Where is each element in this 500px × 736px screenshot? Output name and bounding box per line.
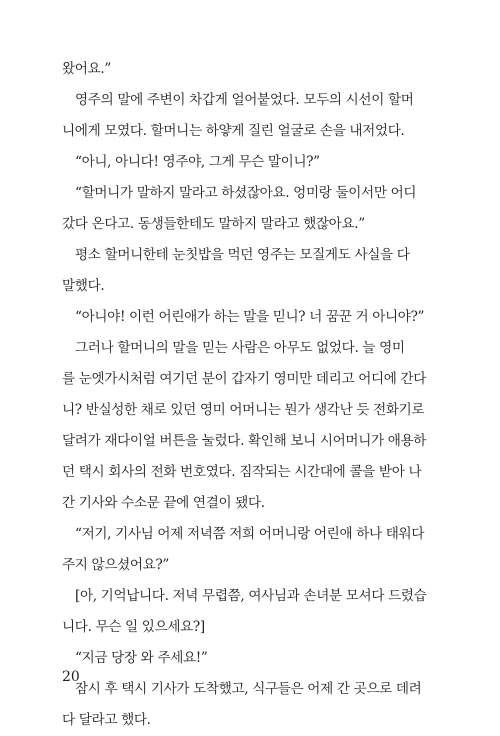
text-line: 말했다.	[62, 278, 105, 294]
text-line: 영주의 말에 주변이 차갑게 얼어붙었다. 모두의 시선이 할머	[75, 92, 414, 108]
body-text	[62, 54, 442, 736]
page-number: 20	[62, 669, 80, 685]
text-line: 던 택시 회사의 전화 번호였다. 짐작되는 시간대에 콜을 받아 나	[62, 464, 422, 480]
text-line: 니? 반실성한 채로 있던 영미 어머니는 뭔가 생각난 듯 전화기로	[62, 402, 425, 418]
text-line: 주지 않으셨어요?”	[62, 557, 169, 573]
text-line: 달려가 재다이얼 버튼을 눌렀다. 확인해 보니 시어머니가 애용하	[62, 433, 427, 449]
text-line: 그러나 할머니의 말을 믿는 사람은 아무도 없었다. 늘 영미	[75, 340, 405, 356]
text-line: 왔어요.”	[62, 61, 111, 77]
text-line: 니다. 무슨 일 있으세요?]	[62, 619, 205, 635]
text-line: 를 눈엣가시처럼 여기던 분이 갑자기 영미만 데리고 어디에 간다	[62, 371, 427, 387]
text-line: “아니, 아니다! 영주야, 그게 무슨 말이니?”	[75, 154, 320, 170]
text-line: 잠시 후 택시 기사가 도착했고, 식구들은 어제 간 곳으로 데려	[75, 681, 422, 697]
text-line: 평소 할머니한테 눈칫밥을 먹던 영주는 모질게도 사실을 다	[75, 247, 410, 263]
text-line: 니에게 모였다. 할머니는 하얗게 질린 얼굴로 손을 내저었다.	[62, 123, 405, 139]
text-line: “저기, 기사님 어제 저녁쯤 저희 어머니랑 어린애 하나 태워다	[75, 526, 425, 542]
text-line: 간 기사와 수소문 끝에 연결이 됐다.	[62, 495, 265, 511]
text-line: [아, 기억납니다. 저녁 무렵쯤, 여사님과 손녀분 모셔다 드렸습	[75, 588, 427, 604]
text-line: “할머니가 말하지 말라고 하셨잖아요. 엉미랑 둘이서만 어디	[75, 185, 417, 201]
text-line: “지금 당장 와 주세요!”	[75, 650, 208, 666]
text-line: 다 달라고 했다.	[62, 712, 151, 728]
text-line: 갔다 온다고. 동생들한테도 말하지 말라고 했잖아요.”	[62, 216, 365, 232]
text-line: “아니야! 이런 어린애가 하는 말을 믿니? 너 꿈꾼 거 아니야?”	[75, 309, 425, 325]
